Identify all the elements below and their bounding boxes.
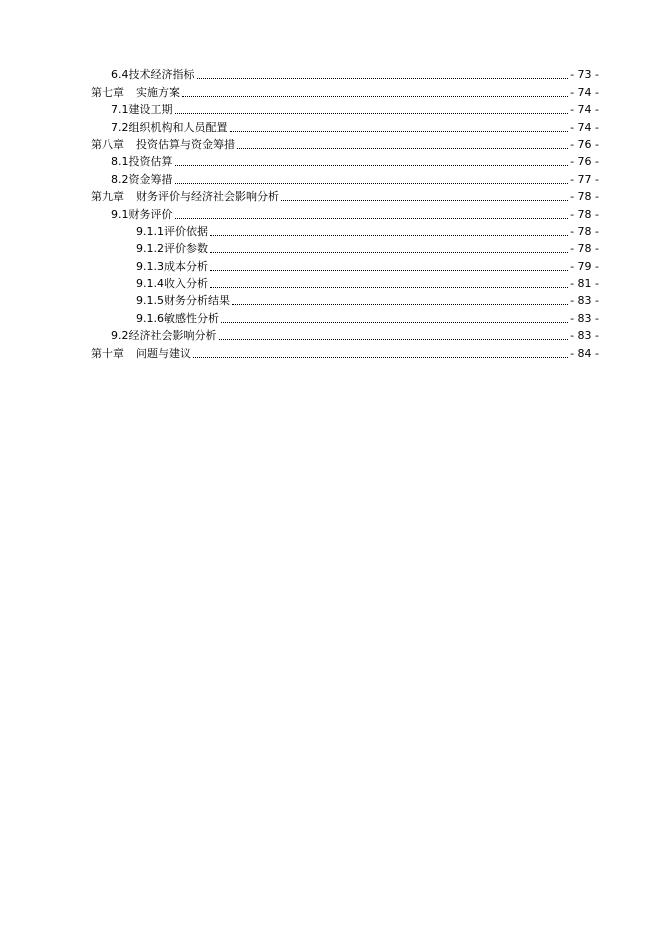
toc-dot-leader bbox=[237, 148, 568, 149]
toc-entry-text: 经济社会影响分析 bbox=[128, 329, 217, 343]
toc-dot-leader bbox=[210, 270, 568, 271]
toc-entry-page: - 76 - bbox=[570, 137, 599, 151]
toc-dot-leader bbox=[182, 96, 568, 97]
toc-entry-number: 9.1.3 bbox=[136, 259, 164, 273]
toc-entry[interactable] bbox=[91, 81, 599, 98]
toc-entry-page: - 83 - bbox=[570, 311, 599, 325]
toc-entry[interactable] bbox=[91, 134, 599, 151]
toc-entry-text: 收入分析 bbox=[164, 277, 208, 291]
toc-entry-page: - 83 - bbox=[570, 294, 599, 308]
toc-dot-leader bbox=[175, 183, 569, 184]
toc-entry-number: 第八章 bbox=[91, 137, 124, 151]
toc-entry-page: - 77 - bbox=[570, 172, 599, 186]
toc-entry-page: - 73 - bbox=[570, 68, 599, 82]
toc-entry-page: - 78 - bbox=[570, 190, 599, 204]
toc-entry-page: - 83 - bbox=[570, 329, 599, 343]
toc-entry-page: - 78 - bbox=[570, 207, 599, 221]
toc-dot-leader bbox=[175, 218, 569, 219]
toc-dot-leader bbox=[175, 113, 569, 114]
toc-entry-title bbox=[136, 242, 208, 255]
toc-entry-text: 评价依据 bbox=[164, 224, 208, 238]
toc-entry-title bbox=[136, 260, 208, 273]
toc-entry-text: 组织机构和人员配置 bbox=[128, 120, 228, 134]
toc-entry[interactable] bbox=[91, 221, 599, 238]
toc-entry-title bbox=[136, 312, 219, 325]
toc-entry-number: 6.4 bbox=[111, 68, 129, 82]
toc-dot-leader bbox=[193, 357, 568, 358]
toc-entry-number: 9.1 bbox=[111, 207, 129, 221]
toc-dot-leader bbox=[210, 235, 568, 236]
toc-dot-leader bbox=[230, 131, 569, 132]
toc-entry-title bbox=[111, 103, 173, 116]
toc-entry-title bbox=[111, 68, 195, 81]
toc-entry-title bbox=[91, 347, 191, 360]
toc-entry-number: 7.2 bbox=[111, 120, 129, 134]
toc-entry[interactable] bbox=[91, 151, 599, 168]
toc-entry[interactable] bbox=[91, 64, 599, 81]
toc-entry-number: 9.2 bbox=[111, 329, 129, 343]
toc-entry-text: 资金筹措 bbox=[128, 172, 173, 186]
toc-entry-title bbox=[111, 208, 173, 221]
toc-entry-number: 8.2 bbox=[111, 172, 129, 186]
toc-entry-text: 财务评价与经济社会影响分析 bbox=[136, 190, 279, 204]
toc-dot-leader bbox=[175, 165, 569, 166]
toc-dot-leader bbox=[219, 339, 569, 340]
toc-dot-leader bbox=[197, 78, 569, 79]
toc-entry-number: 第九章 bbox=[91, 190, 124, 204]
toc-entry-text: 投资估算与资金筹措 bbox=[136, 137, 235, 151]
toc-entry-text: 问题与建议 bbox=[136, 346, 191, 360]
toc-dot-leader bbox=[221, 322, 568, 323]
toc-entry-text: 敏感性分析 bbox=[164, 311, 219, 325]
toc-entry-page: - 79 - bbox=[570, 259, 599, 273]
toc-entry-number: 9.1.5 bbox=[136, 294, 164, 308]
toc-entry-number: 9.1.2 bbox=[136, 242, 164, 256]
toc-entry-title bbox=[91, 190, 279, 203]
toc-entry-page: - 76 - bbox=[570, 155, 599, 169]
toc-entry-page: - 78 - bbox=[570, 242, 599, 256]
toc-dot-leader bbox=[210, 287, 568, 288]
toc-entry-title bbox=[111, 121, 228, 134]
toc-entry-number: 9.1.4 bbox=[136, 277, 164, 291]
toc-entry[interactable] bbox=[91, 307, 599, 324]
toc-dot-leader bbox=[210, 252, 568, 253]
toc-entry[interactable] bbox=[91, 203, 599, 220]
toc-entry-text: 评价参数 bbox=[164, 242, 208, 256]
toc-entry-page: - 74 - bbox=[570, 120, 599, 134]
toc-entry-title bbox=[91, 138, 235, 151]
toc-entry-title bbox=[111, 173, 173, 186]
toc-entry-number: 9.1.1 bbox=[136, 224, 164, 238]
toc-entry[interactable] bbox=[91, 290, 599, 307]
toc-entry-text: 实施方案 bbox=[136, 85, 180, 99]
toc-entry[interactable] bbox=[91, 168, 599, 185]
toc-entry[interactable] bbox=[91, 186, 599, 203]
toc-entry-number: 8.1 bbox=[111, 155, 129, 169]
toc-entry-text: 财务评价 bbox=[128, 207, 173, 221]
toc-entry-number: 第七章 bbox=[91, 85, 124, 99]
toc-entry-page: - 74 - bbox=[570, 103, 599, 117]
toc-entry-number: 7.1 bbox=[111, 103, 129, 117]
toc-entry-number: 第十章 bbox=[91, 346, 124, 360]
toc-entry[interactable] bbox=[91, 116, 599, 133]
toc-entry-title bbox=[136, 294, 230, 307]
toc-entry-title bbox=[136, 277, 208, 290]
toc-entry[interactable] bbox=[91, 273, 599, 290]
toc-entry-text: 投资估算 bbox=[128, 155, 173, 169]
toc-entry[interactable] bbox=[91, 238, 599, 255]
toc-entry[interactable] bbox=[91, 99, 599, 116]
toc-entry-title bbox=[111, 155, 173, 168]
toc-entry-number: 9.1.6 bbox=[136, 311, 164, 325]
toc-entry-title bbox=[111, 329, 217, 342]
toc-entry[interactable] bbox=[91, 325, 599, 342]
toc-entry[interactable] bbox=[91, 255, 599, 272]
toc-entry[interactable] bbox=[91, 342, 599, 359]
toc-entry-page: - 84 - bbox=[570, 346, 599, 360]
toc-entry-title bbox=[136, 225, 208, 238]
toc-entry-page: - 74 - bbox=[570, 85, 599, 99]
toc-entry-text: 技术经济指标 bbox=[128, 68, 195, 82]
toc-entry-text: 财务分析结果 bbox=[164, 294, 230, 308]
toc-dot-leader bbox=[281, 200, 568, 201]
toc-entry-text: 成本分析 bbox=[164, 259, 208, 273]
toc-entry-text: 建设工期 bbox=[128, 103, 173, 117]
toc-entry-page: - 78 - bbox=[570, 224, 599, 238]
toc-entry-page: - 81 - bbox=[570, 277, 599, 291]
table-of-contents bbox=[91, 64, 599, 360]
toc-dot-leader bbox=[232, 304, 568, 305]
toc-entry-title bbox=[91, 86, 180, 99]
